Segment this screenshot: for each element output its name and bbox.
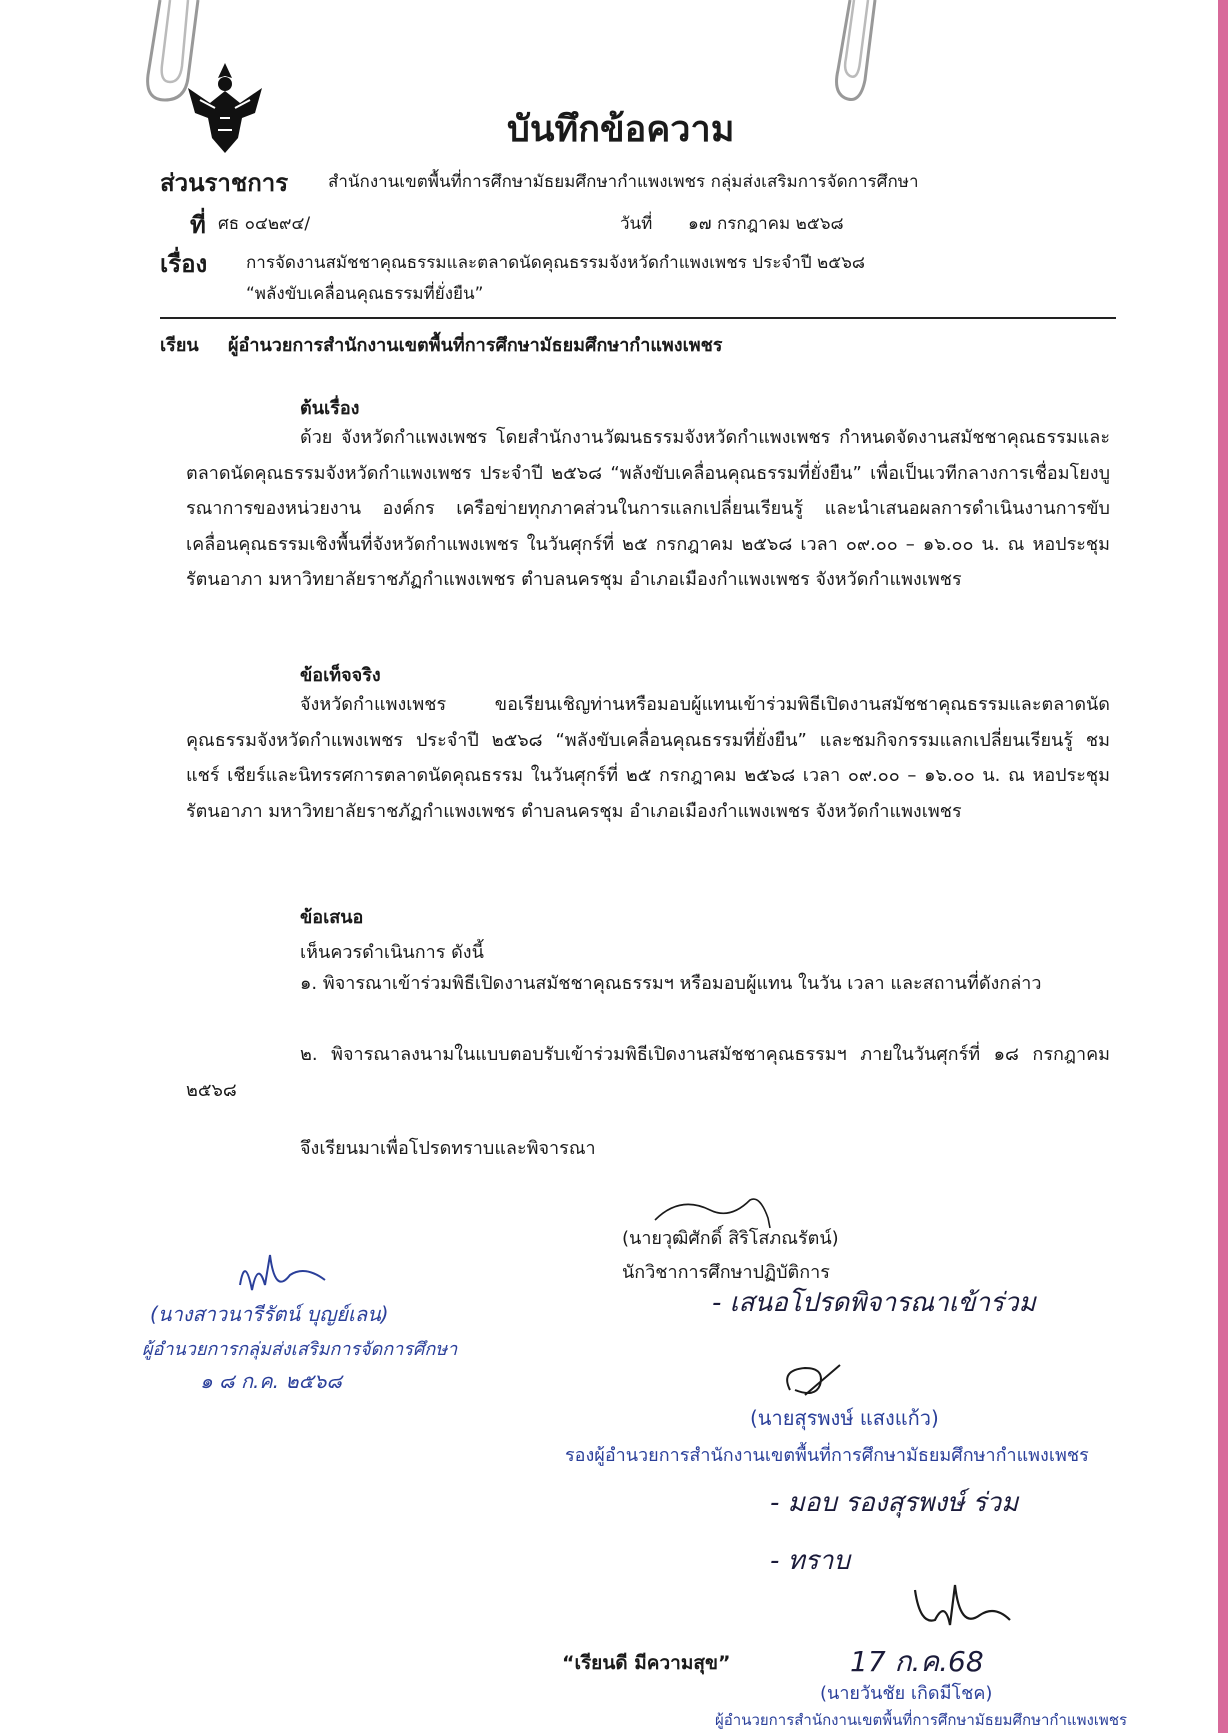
director-note-b: - ทราบ <box>770 1546 850 1576</box>
header-divider <box>160 317 1116 319</box>
signature-2 <box>230 1245 340 1300</box>
signature-4 <box>910 1580 1020 1635</box>
origin-paragraph <box>186 420 1110 598</box>
salutation-value: ผู้อำนวยการสำนักงานเขตพื้นที่การศึกษามัธยมศึกษากำแพงเพชร <box>228 335 723 356</box>
salutation-label: เรียน <box>160 335 199 356</box>
signer-2-date: ๑ ๘ ก.ค. ๒๕๖๘ <box>200 1369 342 1393</box>
origin-text: ด้วย จังหวัดกำแพงเพชร โดยสำนักงานวัฒนธรรมจังหวัดกำแพงเพชร กำหนดจัดงานสมัชชาคุณธรรมและตลาดนัดคุณธรรมจังหวัดกำแพงเพชร ประจำปี ๒๕๖๘ “พลังขับเคลื่อนคุณธรรมที่ยั่งยืน” เพื่อเป็นเวทีกลางการเชื่อมโยงบูรณาการของหน่วยงาน องค์กร เครือข่ายทุกภาคส่วนในการแลกเปลี่ยนเรียนรู้ และนำเสนอผลการดำเนินงานการขับเคลื่อนคุณธรรมเชิงพื้นที่จังหวัดกำแพงเพชร ในวันศุกร์ที่ ๒๕ กรกฎาคม ๒๕๖๘ เวลา ๐๙.๐๐ – ๑๖.๐๐ น. ณ หอประชุมรัตนอาภา มหาวิทยาลัยราชภัฏกำแพงเพชร ตำบลนครชุม อำเภอเมืองกำแพงเพชร จังหวัดกำแพงเพชร <box>186 427 1110 590</box>
final-date: 17 ก.ค.68 <box>850 1645 984 1678</box>
subject-line-2: “พลังขับเคลื่อนคุณธรรมที่ยั่งยืน” <box>246 284 484 304</box>
date-label: วันที่ <box>620 214 653 234</box>
proposal-heading: ข้อเสนอ <box>300 907 364 928</box>
signer-4-name: (นายวันชัย เกิดมีโชค) <box>820 1683 993 1704</box>
page-title: บันทึกข้อความ <box>507 109 735 150</box>
page-edge-strip <box>1218 0 1228 1733</box>
signer-1-name: (นายวุฒิศักดิ์ สิริโสภณรัตน์) <box>622 1228 839 1249</box>
facts-heading: ข้อเท็จจริง <box>300 665 381 686</box>
closing-line: จึงเรียนมาเพื่อโปรดทราบและพิจารณา <box>300 1138 596 1159</box>
agency-value: สำนักงานเขตพื้นที่การศึกษามัธยมศึกษากำแพงเพชร กลุ่มส่งเสริมการจัดการศึกษา <box>328 172 919 192</box>
signer-3-name: (นายสุรพงษ์ แสงแก้ว) <box>750 1406 939 1430</box>
proposal-item-1 <box>186 966 1110 1002</box>
signer-1-position: นักวิชาการศึกษาปฏิบัติการ <box>622 1262 830 1283</box>
signer-2-position: ผู้อำนวยการกลุ่มส่งเสริมการจัดการศึกษา <box>142 1339 458 1360</box>
proposal-item-2 <box>186 1037 1110 1108</box>
agency-label: ส่วนราชการ <box>160 169 289 197</box>
ref-label: ที่ <box>190 211 206 239</box>
paper-clip-icon <box>830 0 890 110</box>
signer-1-note: - เสนอโปรดพิจารณาเข้าร่วม <box>712 1288 1036 1318</box>
proposal-item-2-text: ๒. พิจารณาลงนามในแบบตอบรับเข้าร่วมพิธีเปิดงานสมัชชาคุณธรรมฯ ภายในวันศุกร์ที่ ๑๘ กรกฎาคม ๒๕๖๘ <box>186 1044 1110 1101</box>
facts-paragraph <box>186 687 1110 829</box>
proposal-item-1-text: ๑. พิจารณาเข้าร่วมพิธีเปิดงานสมัชชาคุณธรรมฯ หรือมอบผู้แทน ในวัน เวลา และสถานที่ดังกล่าว <box>300 973 1042 994</box>
signer-2-name: (นางสาวนารีรัตน์ บุญย์เลน) <box>150 1302 389 1326</box>
signer-4-position: ผู้อำนวยการสำนักงานเขตพื้นที่การศึกษามัธยมศึกษากำแพงเพชร <box>715 1711 1128 1729</box>
footer-motto: “เรียนดี มีความสุข” <box>562 1652 731 1674</box>
origin-heading: ต้นเรื่อง <box>300 398 360 419</box>
subject-line-1: การจัดงานสมัชชาคุณธรรมและตลาดนัดคุณธรรมจังหวัดกำแพงเพชร ประจำปี ๒๕๖๘ <box>246 253 866 273</box>
ref-value: ศธ ๐๔๒๙๔/ <box>218 214 311 234</box>
subject-label: เรื่อง <box>160 250 208 278</box>
date-value: ๑๗ กรกฎาคม ๒๕๖๘ <box>688 214 844 234</box>
signature-3 <box>780 1360 850 1400</box>
proposal-intro: เห็นควรดำเนินการ ดังนี้ <box>300 942 484 963</box>
garuda-emblem-icon <box>180 58 270 158</box>
director-note-a: - มอบ รองสุรพงษ์ ร่วม <box>770 1488 1019 1518</box>
signer-3-position: รองผู้อำนวยการสำนักงานเขตพื้นที่การศึกษามัธยมศึกษากำแพงเพชร <box>565 1445 1089 1466</box>
facts-text: จังหวัดกำแพงเพชร ขอเรียนเชิญท่านหรือมอบผู้แทนเข้าร่วมพิธีเปิดงานสมัชชาคุณธรรมและตลาดนัดคุณธรรมจังหวัดกำแพงเพชร ประจำปี ๒๕๖๘ “พลังขับเคลื่อนคุณธรรมที่ยั่งยืน” และชมกิจกรรมแลกเปลี่ยนเรียนรู้ ชม แชร์ เชียร์และนิทรรศการตลาดนัดคุณธรรม ในวันศุกร์ที่ ๒๕ กรกฎาคม ๒๕๖๘ เวลา ๐๙.๐๐ – ๑๖.๐๐ น. ณ หอประชุมรัตนอาภา มหาวิทยาลัยราชภัฏกำแพงเพชร ตำบลนครชุม อำเภอเมืองกำแพงเพชร จังหวัดกำแพงเพชร <box>186 694 1110 822</box>
